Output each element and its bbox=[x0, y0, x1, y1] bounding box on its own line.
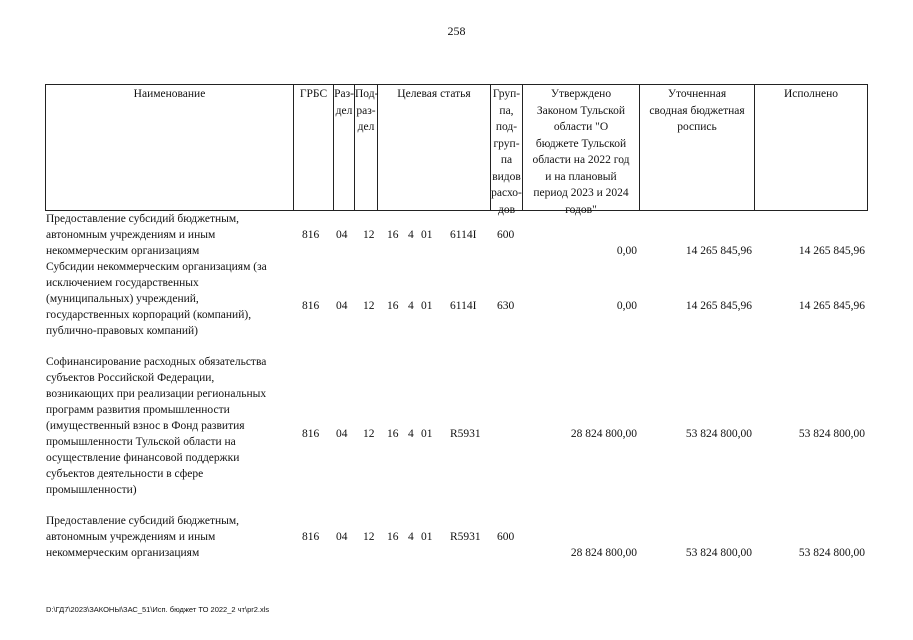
row-group: 600 bbox=[497, 531, 515, 543]
row-target-1: 16 bbox=[387, 531, 399, 543]
row-name: Софинансирование расходных обязательства субъектов Российской Федерации, возникающих при реализации региональных программ развития промышленности (имущественный взнос в Фонд развития промышленности Тульской области на осуществление финансовой поддержки субъектов деятельности в сфере промышленности) bbox=[46, 356, 267, 496]
row-target-4: 6114I bbox=[450, 300, 477, 312]
row-approved: 0,00 bbox=[616, 300, 637, 312]
row-target-2: 4 bbox=[408, 300, 414, 312]
row-razdel: 04 bbox=[336, 229, 348, 241]
row-executed: 14 265 845,96 bbox=[798, 245, 865, 257]
row-grbs: 816 bbox=[302, 428, 320, 440]
row-target-3: 01 bbox=[421, 531, 433, 543]
row-target-3: 01 bbox=[421, 300, 433, 312]
row-target-3: 01 bbox=[421, 428, 433, 440]
row-target-3: 01 bbox=[421, 229, 433, 241]
row-razdel: 04 bbox=[336, 300, 348, 312]
row-refined: 14 265 845,96 bbox=[685, 245, 752, 257]
header-executed-label: Исполнено bbox=[783, 88, 839, 100]
row-approved: 28 824 800,00 bbox=[570, 547, 637, 559]
row-grbs: 816 bbox=[302, 300, 320, 312]
row-group: 630 bbox=[497, 300, 515, 312]
row-target-1: 16 bbox=[387, 428, 399, 440]
row-target-4: R5931 bbox=[450, 531, 481, 543]
row-target-2: 4 bbox=[408, 229, 414, 241]
row-grbs: 816 bbox=[302, 531, 320, 543]
row-target-1: 16 bbox=[387, 300, 399, 312]
page-number: 258 bbox=[447, 24, 466, 38]
header-approved: Утверждено Законом Тульской области "О бюджете Тульской области на 2022 год и на плановый период 2023 и 2024 годов" bbox=[523, 85, 640, 210]
row-executed: 53 824 800,00 bbox=[798, 428, 865, 440]
row-refined: 53 824 800,00 bbox=[685, 547, 752, 559]
header-name bbox=[46, 85, 294, 210]
row-target-1: 16 bbox=[387, 229, 399, 241]
row-target-2: 4 bbox=[408, 428, 414, 440]
row-executed: 53 824 800,00 bbox=[798, 547, 865, 559]
row-podrazdel: 12 bbox=[363, 428, 375, 440]
row-approved: 28 824 800,00 bbox=[570, 428, 637, 440]
row-name: Субсидии некоммерческим организациям (за исключением государственных (муниципальных) учреждений, государственных корпораций (компаний), публично-правовых компаний) bbox=[46, 261, 267, 337]
footer-file-path: D:\ГД7\2023\ЗАКОНЫ\ЗАС_51\Исп. бюджет ТО 2022_2 чт\pr2.xls bbox=[46, 605, 270, 614]
row-podrazdel: 12 bbox=[363, 229, 375, 241]
header-target bbox=[378, 85, 491, 210]
row-group: 600 bbox=[497, 229, 515, 241]
header-target-label: Целевая статья bbox=[397, 88, 471, 100]
row-target-2: 4 bbox=[408, 531, 414, 543]
header-razdel: Раз- дел bbox=[334, 85, 355, 210]
row-target-4: R5931 bbox=[450, 428, 481, 440]
row-razdel: 04 bbox=[336, 428, 348, 440]
row-approved: 0,00 bbox=[616, 245, 637, 257]
row-grbs: 816 bbox=[302, 229, 320, 241]
header-group: Груп- па, под- груп- па видов расхо- дов bbox=[491, 85, 523, 210]
header-grbs-label: ГРБС bbox=[299, 88, 328, 100]
table-header bbox=[45, 84, 868, 216]
row-executed: 14 265 845,96 bbox=[798, 300, 865, 312]
row-razdel: 04 bbox=[336, 531, 348, 543]
header-executed bbox=[755, 85, 868, 210]
row-refined: 53 824 800,00 bbox=[685, 428, 752, 440]
header-grbs bbox=[294, 85, 334, 210]
header-name-label: Наименование bbox=[133, 88, 206, 100]
row-name: Предоставление субсидий бюджетным, автономным учреждениям и иным некоммерческим организациям bbox=[46, 213, 240, 257]
header-refined: Уточненная сводная бюджетная роспись bbox=[640, 85, 755, 210]
row-podrazdel: 12 bbox=[363, 531, 375, 543]
row-name: Предоставление субсидий бюджетным, автономным учреждениям и иным некоммерческим организациям bbox=[46, 515, 240, 559]
row-podrazdel: 12 bbox=[363, 300, 375, 312]
header-podrazdel: Под- раз- дел bbox=[355, 85, 378, 210]
row-refined: 14 265 845,96 bbox=[685, 300, 752, 312]
row-target-4: 6114I bbox=[450, 229, 477, 241]
